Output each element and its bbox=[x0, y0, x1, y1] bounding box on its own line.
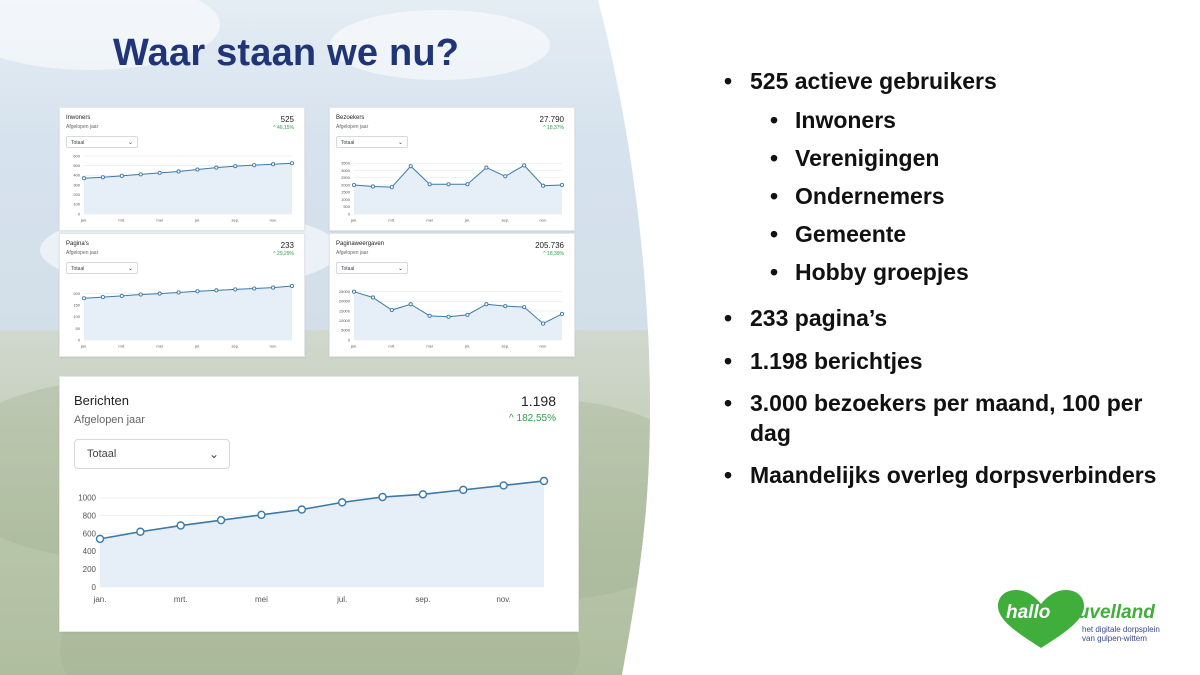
sub-bullet-item bbox=[724, 257, 1184, 287]
y-tick-label: 0 bbox=[91, 582, 96, 592]
data-point bbox=[290, 162, 293, 165]
data-point bbox=[371, 185, 374, 188]
data-point bbox=[339, 499, 346, 506]
data-point bbox=[177, 522, 184, 529]
data-point bbox=[541, 184, 544, 187]
card-change: ^ 29,29% bbox=[273, 251, 294, 257]
y-tick-label: 50 bbox=[75, 325, 80, 331]
chevron-down-icon: ⌄ bbox=[208, 447, 219, 461]
data-point bbox=[218, 517, 225, 524]
bullet-item bbox=[724, 388, 1184, 448]
card-value: 1.198 bbox=[520, 393, 556, 409]
x-tick-label: jan. bbox=[93, 595, 107, 605]
y-tick-label: 0 bbox=[77, 337, 80, 343]
data-point bbox=[120, 294, 123, 297]
stat-card-berichten bbox=[59, 376, 579, 632]
x-tick-label: nov. bbox=[539, 343, 547, 349]
data-point bbox=[137, 528, 144, 535]
data-point bbox=[97, 535, 104, 542]
card-title: Pagina's bbox=[66, 241, 89, 247]
bullet-item bbox=[724, 346, 1184, 376]
chevron-down-icon: ⌄ bbox=[127, 140, 133, 146]
data-point bbox=[82, 297, 85, 300]
data-point bbox=[485, 303, 488, 306]
data-point bbox=[177, 170, 180, 173]
chart-bezoekers bbox=[330, 108, 574, 230]
y-tick-label: 3500 bbox=[341, 160, 350, 166]
x-tick-label: mei bbox=[156, 217, 163, 223]
y-tick-label: 500 bbox=[343, 204, 350, 210]
bullet-dot-icon: • bbox=[770, 259, 779, 285]
y-tick-label: 0 bbox=[347, 211, 350, 217]
y-tick-label: 600 bbox=[73, 153, 80, 159]
data-point bbox=[352, 290, 355, 293]
data-point bbox=[504, 305, 507, 308]
x-tick-label: nov. bbox=[269, 343, 277, 349]
y-tick-label: 20000 bbox=[338, 298, 350, 304]
chart-inwoners bbox=[60, 108, 304, 230]
period-select-value: Totaal bbox=[341, 140, 355, 146]
y-tick-label: 200 bbox=[73, 291, 80, 296]
stat-card-inwoners bbox=[59, 107, 305, 231]
bullet-dot-icon: • bbox=[724, 68, 733, 94]
card-title: Bezoekers bbox=[336, 115, 365, 121]
y-tick-label: 1000 bbox=[341, 196, 350, 202]
bullet-text: 233 pagina’s bbox=[750, 305, 888, 331]
data-point bbox=[271, 286, 274, 289]
data-point bbox=[253, 164, 256, 167]
data-point bbox=[541, 322, 544, 325]
period-select-value: Totaal bbox=[87, 448, 117, 460]
bullet-item bbox=[724, 66, 1184, 96]
period-select-value: Totaal bbox=[71, 266, 85, 272]
x-tick-label: mrt. bbox=[173, 595, 188, 605]
card-subtitle: Afgelopen jaar bbox=[336, 124, 369, 130]
data-point bbox=[447, 183, 450, 186]
y-tick-label: 500 bbox=[73, 163, 80, 169]
series-area bbox=[84, 286, 292, 340]
y-tick-label: 200 bbox=[73, 192, 80, 198]
sub-bullet-item bbox=[724, 105, 1184, 135]
y-tick-label: 0 bbox=[347, 337, 350, 343]
card-value: 525 bbox=[280, 115, 294, 124]
data-point bbox=[258, 511, 265, 518]
slide-title: Waar staan we nu? bbox=[113, 32, 460, 74]
y-tick-label: 1500 bbox=[341, 189, 350, 195]
stat-card-paginas bbox=[59, 233, 305, 357]
y-tick-label: 0 bbox=[77, 211, 80, 217]
x-tick-label: nov. bbox=[269, 217, 277, 223]
data-point bbox=[196, 168, 199, 171]
sub-bullet-text: Gemeente bbox=[795, 221, 907, 247]
data-point bbox=[120, 174, 123, 177]
sub-bullet-text: Ondernemers bbox=[795, 183, 945, 209]
data-point bbox=[101, 295, 104, 298]
y-tick-label: 5000 bbox=[341, 327, 350, 333]
x-tick-label: jul. bbox=[194, 217, 201, 223]
y-tick-label: 25000 bbox=[338, 289, 350, 295]
x-tick-label: jul. bbox=[337, 595, 348, 605]
bullet-dot-icon: • bbox=[770, 183, 779, 209]
bullet-dot-icon: • bbox=[724, 462, 733, 488]
logo-tagline-line-1: het digitale dorpsplein bbox=[1082, 625, 1160, 634]
logo-wordmark bbox=[1006, 602, 1155, 624]
data-point bbox=[253, 287, 256, 290]
card-title: Paginaweergaven bbox=[336, 241, 385, 247]
logo-tagline bbox=[1082, 625, 1174, 643]
bullet-text: 525 actieve gebruikers bbox=[750, 68, 997, 94]
bullet-text: Maandelijks overleg dorpsverbinders bbox=[750, 462, 1157, 488]
sub-bullet-item bbox=[724, 143, 1184, 173]
card-change: ^ 18,37% bbox=[543, 125, 564, 131]
data-point bbox=[82, 177, 85, 180]
card-change: ^ 46,15% bbox=[273, 125, 294, 131]
x-tick-label: mrt. bbox=[388, 343, 396, 349]
x-tick-label: mei bbox=[255, 595, 268, 605]
data-point bbox=[298, 506, 305, 513]
sub-bullet-item bbox=[724, 181, 1184, 211]
data-point bbox=[541, 477, 548, 484]
logo-word-heuvelland: heuvelland bbox=[1055, 602, 1155, 623]
x-tick-label: nov. bbox=[496, 595, 511, 605]
x-tick-label: jan. bbox=[80, 343, 88, 349]
x-tick-label: mei bbox=[156, 343, 163, 349]
x-tick-label: mei bbox=[426, 343, 433, 349]
period-select-value: Totaal bbox=[341, 266, 355, 272]
x-tick-label: nov. bbox=[539, 217, 547, 223]
data-point bbox=[390, 186, 393, 189]
y-tick-label: 100 bbox=[73, 314, 80, 320]
data-point bbox=[177, 291, 180, 294]
sub-bullet-text: Verenigingen bbox=[795, 145, 940, 171]
y-tick-label: 400 bbox=[73, 172, 80, 178]
chart-berichten bbox=[60, 377, 578, 631]
data-point bbox=[101, 176, 104, 179]
bullet-dot-icon: • bbox=[724, 305, 733, 331]
bullet-item bbox=[724, 303, 1184, 333]
x-tick-label: sep. bbox=[415, 595, 431, 605]
chart-paginas bbox=[60, 234, 304, 356]
bullet-dot-icon: • bbox=[770, 221, 779, 247]
card-subtitle: Afgelopen jaar bbox=[66, 250, 99, 256]
bullet-item bbox=[724, 460, 1184, 490]
y-tick-label: 3000 bbox=[341, 167, 350, 173]
data-point bbox=[234, 165, 237, 168]
chart-paginaweergaven bbox=[330, 234, 574, 356]
stat-card-paginaweergaven bbox=[329, 233, 575, 357]
card-subtitle: Afgelopen jaar bbox=[74, 414, 145, 426]
bullet-text: 3.000 bezoekers per maand, 100 per dag bbox=[750, 390, 1143, 446]
stat-card-bezoekers bbox=[329, 107, 575, 231]
card-title: Inwoners bbox=[66, 115, 91, 121]
card-subtitle: Afgelopen jaar bbox=[66, 124, 99, 130]
y-tick-label: 1000 bbox=[78, 493, 96, 503]
data-point bbox=[158, 292, 161, 295]
y-tick-label: 600 bbox=[82, 529, 96, 539]
data-point bbox=[466, 313, 469, 316]
y-tick-label: 400 bbox=[82, 547, 96, 557]
sub-bullet-text: Inwoners bbox=[795, 107, 896, 133]
data-point bbox=[371, 296, 374, 299]
bullet-dot-icon: • bbox=[724, 390, 733, 416]
data-point bbox=[352, 183, 355, 186]
x-tick-label: mrt. bbox=[118, 343, 126, 349]
data-point bbox=[428, 183, 431, 186]
x-tick-label: mei bbox=[426, 217, 433, 223]
data-point bbox=[139, 173, 142, 176]
chevron-down-icon: ⌄ bbox=[397, 140, 403, 146]
bullet-text: 1.198 berichtjes bbox=[750, 348, 923, 374]
data-point bbox=[234, 288, 237, 291]
card-value: 27.790 bbox=[539, 115, 564, 124]
bullet-dot-icon: • bbox=[770, 107, 779, 133]
data-point bbox=[523, 306, 526, 309]
x-tick-label: sep. bbox=[501, 343, 510, 349]
x-tick-label: jan. bbox=[350, 217, 358, 223]
data-point bbox=[409, 303, 412, 306]
card-value: 205.736 bbox=[535, 241, 564, 250]
y-tick-label: 800 bbox=[82, 511, 96, 521]
y-tick-label: 200 bbox=[82, 564, 96, 574]
data-point bbox=[460, 486, 467, 493]
data-point bbox=[271, 163, 274, 166]
card-change: ^ 18,39% bbox=[543, 251, 564, 257]
x-tick-label: jul. bbox=[464, 343, 471, 349]
data-point bbox=[428, 314, 431, 317]
x-tick-label: mrt. bbox=[118, 217, 126, 223]
data-point bbox=[419, 491, 426, 498]
data-point bbox=[409, 165, 412, 168]
data-point bbox=[447, 315, 450, 318]
bullet-dot-icon: • bbox=[724, 348, 733, 374]
data-point bbox=[560, 183, 563, 186]
y-tick-label: 2000 bbox=[341, 182, 350, 188]
data-point bbox=[560, 312, 563, 315]
data-point bbox=[196, 290, 199, 293]
x-tick-label: mrt. bbox=[388, 217, 396, 223]
data-point bbox=[215, 166, 218, 169]
chevron-down-icon: ⌄ bbox=[127, 266, 133, 272]
data-point bbox=[523, 164, 526, 167]
data-point bbox=[379, 494, 386, 501]
series-area bbox=[100, 481, 544, 587]
logo-word-hallo: hallo bbox=[1006, 602, 1051, 623]
y-tick-label: 100 bbox=[73, 201, 80, 207]
sub-bullet-item bbox=[724, 219, 1184, 249]
hallo-heuvelland-logo bbox=[996, 590, 1174, 652]
x-tick-label: jan. bbox=[350, 343, 358, 349]
y-tick-label: 2500 bbox=[341, 175, 350, 181]
data-point bbox=[466, 183, 469, 186]
data-point bbox=[139, 293, 142, 296]
data-point bbox=[500, 482, 507, 489]
data-point bbox=[158, 171, 161, 174]
x-tick-label: jul. bbox=[464, 217, 471, 223]
x-tick-label: jul. bbox=[194, 343, 201, 349]
card-change-value: 182,55% bbox=[516, 413, 556, 424]
data-point bbox=[215, 289, 218, 292]
sub-bullet-text: Hobby groepjes bbox=[795, 259, 969, 285]
period-select-value: Totaal bbox=[71, 140, 85, 146]
bullet-list bbox=[724, 66, 1184, 490]
x-tick-label: sep. bbox=[231, 217, 240, 223]
x-tick-label: jan. bbox=[80, 217, 88, 223]
logo-tagline-line-2: van gulpen-wittem bbox=[1082, 634, 1147, 643]
bullet-dot-icon: • bbox=[770, 145, 779, 171]
data-point bbox=[290, 284, 293, 287]
card-title: Berichten bbox=[74, 393, 129, 408]
data-point bbox=[485, 166, 488, 169]
y-tick-label: 300 bbox=[73, 182, 80, 188]
card-subtitle: Afgelopen jaar bbox=[336, 250, 369, 256]
x-tick-label: sep. bbox=[501, 217, 510, 223]
trend-up-icon: ^ bbox=[509, 413, 517, 424]
data-point bbox=[504, 175, 507, 178]
y-tick-label: 10000 bbox=[338, 318, 350, 324]
x-tick-label: sep. bbox=[231, 343, 240, 349]
chevron-down-icon: ⌄ bbox=[397, 266, 403, 272]
y-tick-label: 150 bbox=[73, 302, 80, 308]
y-tick-label: 15000 bbox=[338, 308, 350, 314]
card-value: 233 bbox=[280, 241, 294, 250]
data-point bbox=[390, 308, 393, 311]
